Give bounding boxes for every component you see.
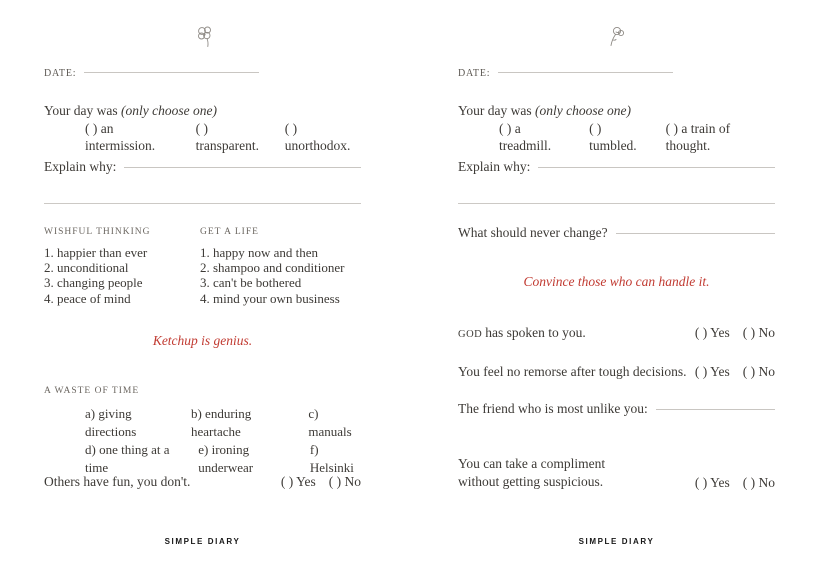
list-item: 3. changing people	[44, 275, 143, 291]
day-prompt	[458, 102, 775, 119]
question-text	[458, 324, 586, 343]
day-option-2: ( ) transparent.	[195, 121, 259, 153]
day-options	[85, 120, 361, 154]
waste-option: d) one thing at a time	[85, 442, 170, 475]
question-text: You feel no remorse after tough decisions.	[458, 364, 687, 379]
explain-row	[44, 158, 361, 175]
no-option: ( ) No	[742, 325, 775, 340]
explain-row	[458, 158, 775, 175]
get-a-life-column	[200, 227, 361, 306]
day-options	[499, 120, 775, 154]
explain-label: Explain why:	[44, 159, 117, 174]
red-quote: Ketchup is genius.	[152, 333, 253, 348]
question-text: What should never change?	[458, 225, 608, 240]
god-question-rest: has spoken to you.	[485, 325, 586, 340]
friend-question-row	[458, 400, 775, 417]
god-smallcaps: GOD	[458, 329, 483, 340]
question-line-1: You can take a compliment	[458, 456, 606, 471]
yes-no-options	[695, 324, 775, 341]
day-prompt-text: Your day was	[458, 103, 532, 118]
day-prompt-note: (only choose one)	[121, 103, 217, 118]
question-text	[458, 455, 605, 491]
waste-row-2	[85, 441, 361, 477]
list-item: 2. unconditional	[44, 260, 129, 276]
yes-no-options	[695, 363, 775, 380]
waste-option: c) manuals	[308, 406, 352, 439]
day-option-3: ( ) a train of thought.	[665, 121, 731, 153]
date-row	[458, 68, 775, 79]
red-quote: Convince those who can handle it.	[523, 274, 710, 289]
list-item: 1. happy now and then	[200, 245, 319, 260]
list-item: 3. can't be bothered	[200, 275, 302, 291]
question-text: Others have fun, you don't.	[44, 474, 191, 489]
two-column-lists	[44, 227, 361, 306]
yes-option: ( ) Yes	[280, 474, 316, 489]
no-option: ( ) No	[328, 474, 361, 489]
no-option: ( ) No	[742, 475, 775, 490]
waste-row-1	[85, 405, 361, 441]
list-item: 4. mind your own business	[200, 290, 340, 306]
explain-blank-line	[124, 167, 361, 168]
flower-icon	[0, 24, 410, 54]
list-item: 2. shampoo and conditioner	[200, 260, 345, 276]
yes-no-options	[695, 474, 775, 491]
day-option-1: ( ) an intermission.	[85, 121, 156, 153]
yes-option: ( ) Yes	[694, 364, 730, 379]
column-header: GET A LIFE	[200, 227, 259, 237]
date-blank-line	[498, 72, 673, 73]
waste-of-time-header: A WASTE OF TIME	[44, 386, 140, 396]
date-label: DATE:	[458, 68, 491, 79]
god-question-row	[458, 324, 775, 343]
waste-option: e) ironing underwear	[198, 442, 254, 475]
waste-of-time-options	[85, 405, 361, 477]
answer-blank-line	[656, 409, 775, 410]
explain-label: Explain why:	[458, 159, 531, 174]
compliment-question-row	[458, 455, 775, 491]
rose-icon	[410, 24, 820, 54]
book-title-footer: SIMPLE DIARY	[164, 537, 241, 546]
wishful-thinking-column	[44, 227, 200, 306]
question-line-2: without getting suspicious.	[458, 474, 604, 489]
book-title-footer: SIMPLE DIARY	[578, 537, 655, 546]
column-header: WISHFUL THINKING	[44, 227, 151, 237]
day-prompt-text: Your day was	[44, 103, 118, 118]
question-text: The friend who is most unlike you:	[458, 401, 648, 416]
section-divider	[458, 203, 775, 204]
fun-question-row	[44, 473, 361, 490]
date-blank-line	[84, 72, 259, 73]
day-option-1: ( ) a treadmill.	[499, 121, 552, 153]
no-option: ( ) No	[742, 364, 775, 379]
list-item: 4. peace of mind	[44, 290, 131, 306]
yes-no-options	[281, 473, 361, 490]
day-prompt	[44, 102, 361, 119]
section-divider	[44, 203, 361, 204]
remorse-question-row	[458, 363, 775, 380]
answer-blank-line	[616, 233, 775, 234]
day-prompt-note: (only choose one)	[535, 103, 631, 118]
explain-blank-line	[538, 167, 775, 168]
waste-option: b) enduring heartache	[190, 406, 252, 439]
date-row	[44, 68, 361, 79]
date-label: DATE:	[44, 68, 77, 79]
waste-option: a) giving directions	[85, 406, 137, 439]
list-item: 1. happier than ever	[44, 245, 148, 260]
right-page	[410, 0, 820, 583]
day-option-2: ( ) tumbled.	[589, 121, 637, 153]
never-change-row	[458, 224, 775, 241]
day-option-3: ( ) unorthodox.	[284, 121, 351, 153]
yes-option: ( ) Yes	[694, 475, 730, 490]
waste-option: f) Helsinki	[309, 442, 354, 475]
yes-option: ( ) Yes	[694, 325, 730, 340]
